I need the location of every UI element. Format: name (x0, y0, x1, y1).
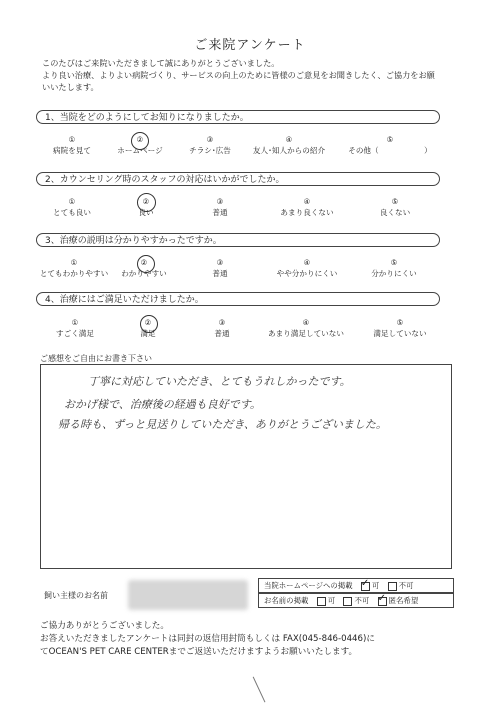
consent-row-website (258, 578, 454, 593)
footer-line: ご協力ありがとうございました。 (40, 621, 169, 631)
checkbox-checked-icon[interactable] (378, 597, 387, 606)
comment-line: 丁寧に対応していただき、とてもうれしかったです。 (88, 375, 351, 388)
comment-box[interactable] (40, 364, 452, 569)
q4-option-3[interactable]: ③ 普通 (214, 318, 230, 338)
selection-circle (137, 255, 155, 273)
intro-line: いいたします。 (42, 82, 99, 92)
q3-option-5[interactable]: ⑤ 分かりにくい (371, 258, 417, 278)
q2-option-2[interactable]: ② 良い (138, 197, 154, 217)
footer-text (40, 620, 480, 659)
page-title: ご来院アンケート (194, 38, 306, 53)
selection-circle (140, 315, 158, 333)
q2-option-5[interactable]: ⑤ 良くない (379, 197, 411, 217)
q4-option-1[interactable]: ① すごく満足 (56, 318, 94, 338)
question-1-label: 1、当院をどのようにしてお知りになりましたか。 (36, 110, 440, 124)
consent-name-anonymous: 匿名希望 (388, 596, 419, 605)
q3-option-2[interactable]: ② わかりやすい (121, 258, 167, 278)
footer-line: お答えいただきましたアンケートは同封の返信用封筒もしくは FAX(045-846-0446)に (40, 634, 375, 644)
comment-line: 帰る時も、ずっと見送りしていただき、ありがとうございました。 (58, 418, 387, 431)
q4-option-2[interactable]: ② 満足 (140, 318, 156, 338)
consent-row-name (258, 593, 454, 608)
owner-name-redacted (128, 580, 248, 610)
intro-line: このたびはご来院いただきまして誠にありがとうございました。 (42, 58, 280, 68)
q3-option-3[interactable]: ③ 普通 (212, 258, 228, 278)
q3-option-1[interactable]: ① とてもわかりやすい (39, 258, 109, 278)
q4-option-4[interactable]: ④ あまり満足していない (268, 318, 344, 338)
q3-option-4[interactable]: ④ やや分かりにくい (276, 258, 338, 278)
checkbox-icon[interactable] (317, 597, 326, 606)
intro-line: より良い治療、よりよい病院づくり、サービスの向上のために皆様のご意見をお聞きしたく、ご協力をお願 (42, 70, 435, 80)
consent-website-label: 当院ホームページへの掲載 (264, 581, 353, 590)
checkbox-checked-icon[interactable] (361, 582, 370, 591)
checkbox-icon[interactable] (343, 597, 352, 606)
selection-circle (137, 193, 156, 212)
q1-option-5[interactable]: ⑤ その他（ ） (348, 135, 432, 155)
question-4-label: 4、治療にはご満足いただけましたか。 (36, 292, 440, 306)
consent-website-allow: 可 (371, 581, 380, 590)
question-3-label: 3、治療の説明は分かりやすかったですか。 (36, 233, 440, 247)
consent-website-deny: 不可 (398, 581, 414, 590)
q2-option-4[interactable]: ④ あまり良くない (280, 197, 334, 217)
q2-option-3[interactable]: ③ 普通 (212, 197, 228, 217)
checkbox-icon[interactable] (388, 582, 397, 591)
consent-name-label: お名前の掲載 (264, 596, 309, 605)
q1-option-2[interactable]: ② ホームページ (117, 135, 163, 155)
question-2-label: 2、カウンセリング時のスタッフの対応はいかがでしたか。 (36, 172, 440, 186)
q1-option-3[interactable]: ③ チラシ･広告 (189, 135, 231, 155)
q1-option-1[interactable]: ① 病院を見て (53, 135, 91, 155)
footer-line: てOCEAN'S PET CARE CENTERまでご返送いただけますようお願いいたします。 (40, 647, 358, 657)
selection-circle (131, 132, 149, 150)
q2-option-1[interactable]: ① とても良い (53, 197, 91, 217)
consent-name-allow: 可 (327, 596, 336, 605)
consent-name-deny: 不可 (354, 596, 370, 605)
owner-name-label: 飼い主様のお名前 (44, 591, 108, 600)
q4-option-5[interactable]: ⑤ 満足していない (373, 318, 427, 338)
scan-mark (253, 672, 277, 703)
comment-label: ご感想をご自由にお書き下さい (40, 354, 152, 363)
intro-text (42, 57, 462, 93)
comment-line: おかげ様で、治療後の経過も良好です。 (64, 398, 261, 411)
q1-option-4[interactable]: ④ 友人･知人からの紹介 (252, 135, 326, 155)
